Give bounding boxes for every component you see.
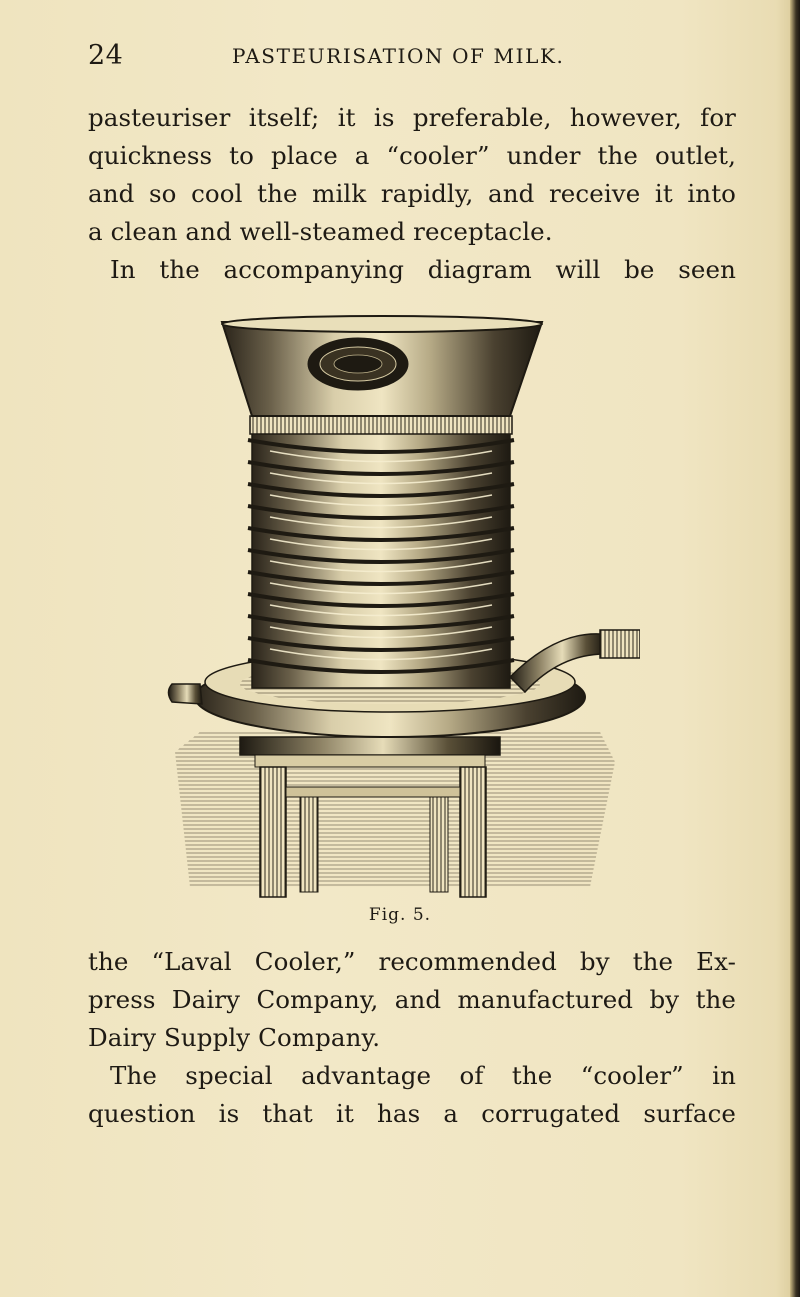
body-text-bottom (88, 943, 736, 1133)
text-line: Dairy Supply Company. (88, 1023, 381, 1052)
page-edge-shadow (790, 0, 800, 1297)
text-line: question is that it has a corrugated surface (88, 1099, 736, 1128)
text-line: press Dairy Company, and manufactured by the (88, 985, 736, 1014)
running-title: PASTEURISATION OF MILK. (232, 44, 565, 68)
text-line: and so cool the milk rapidly, and receive it into (88, 179, 736, 208)
laval-cooler-illustration (160, 312, 640, 904)
text-line: the “Laval Cooler,” recommended by the Ex- (88, 947, 736, 976)
top-funnel (222, 316, 542, 416)
page-number: 24 (88, 40, 124, 71)
corrugated-cylinder (248, 416, 514, 688)
text-line: quickness to place a “cooler” under the outlet, (88, 141, 736, 170)
text-line: a clean and well-steamed receptacle. (88, 217, 553, 246)
text-line: pasteuriser itself; it is preferable, however, for (88, 103, 736, 132)
figure-caption: Fig. 5. (368, 905, 432, 925)
body-text-top (88, 99, 736, 289)
text-line: The special advantage of the “cooler” in (110, 1061, 736, 1090)
text-line: In the accompanying diagram will be seen (110, 255, 736, 284)
running-head (88, 40, 728, 80)
